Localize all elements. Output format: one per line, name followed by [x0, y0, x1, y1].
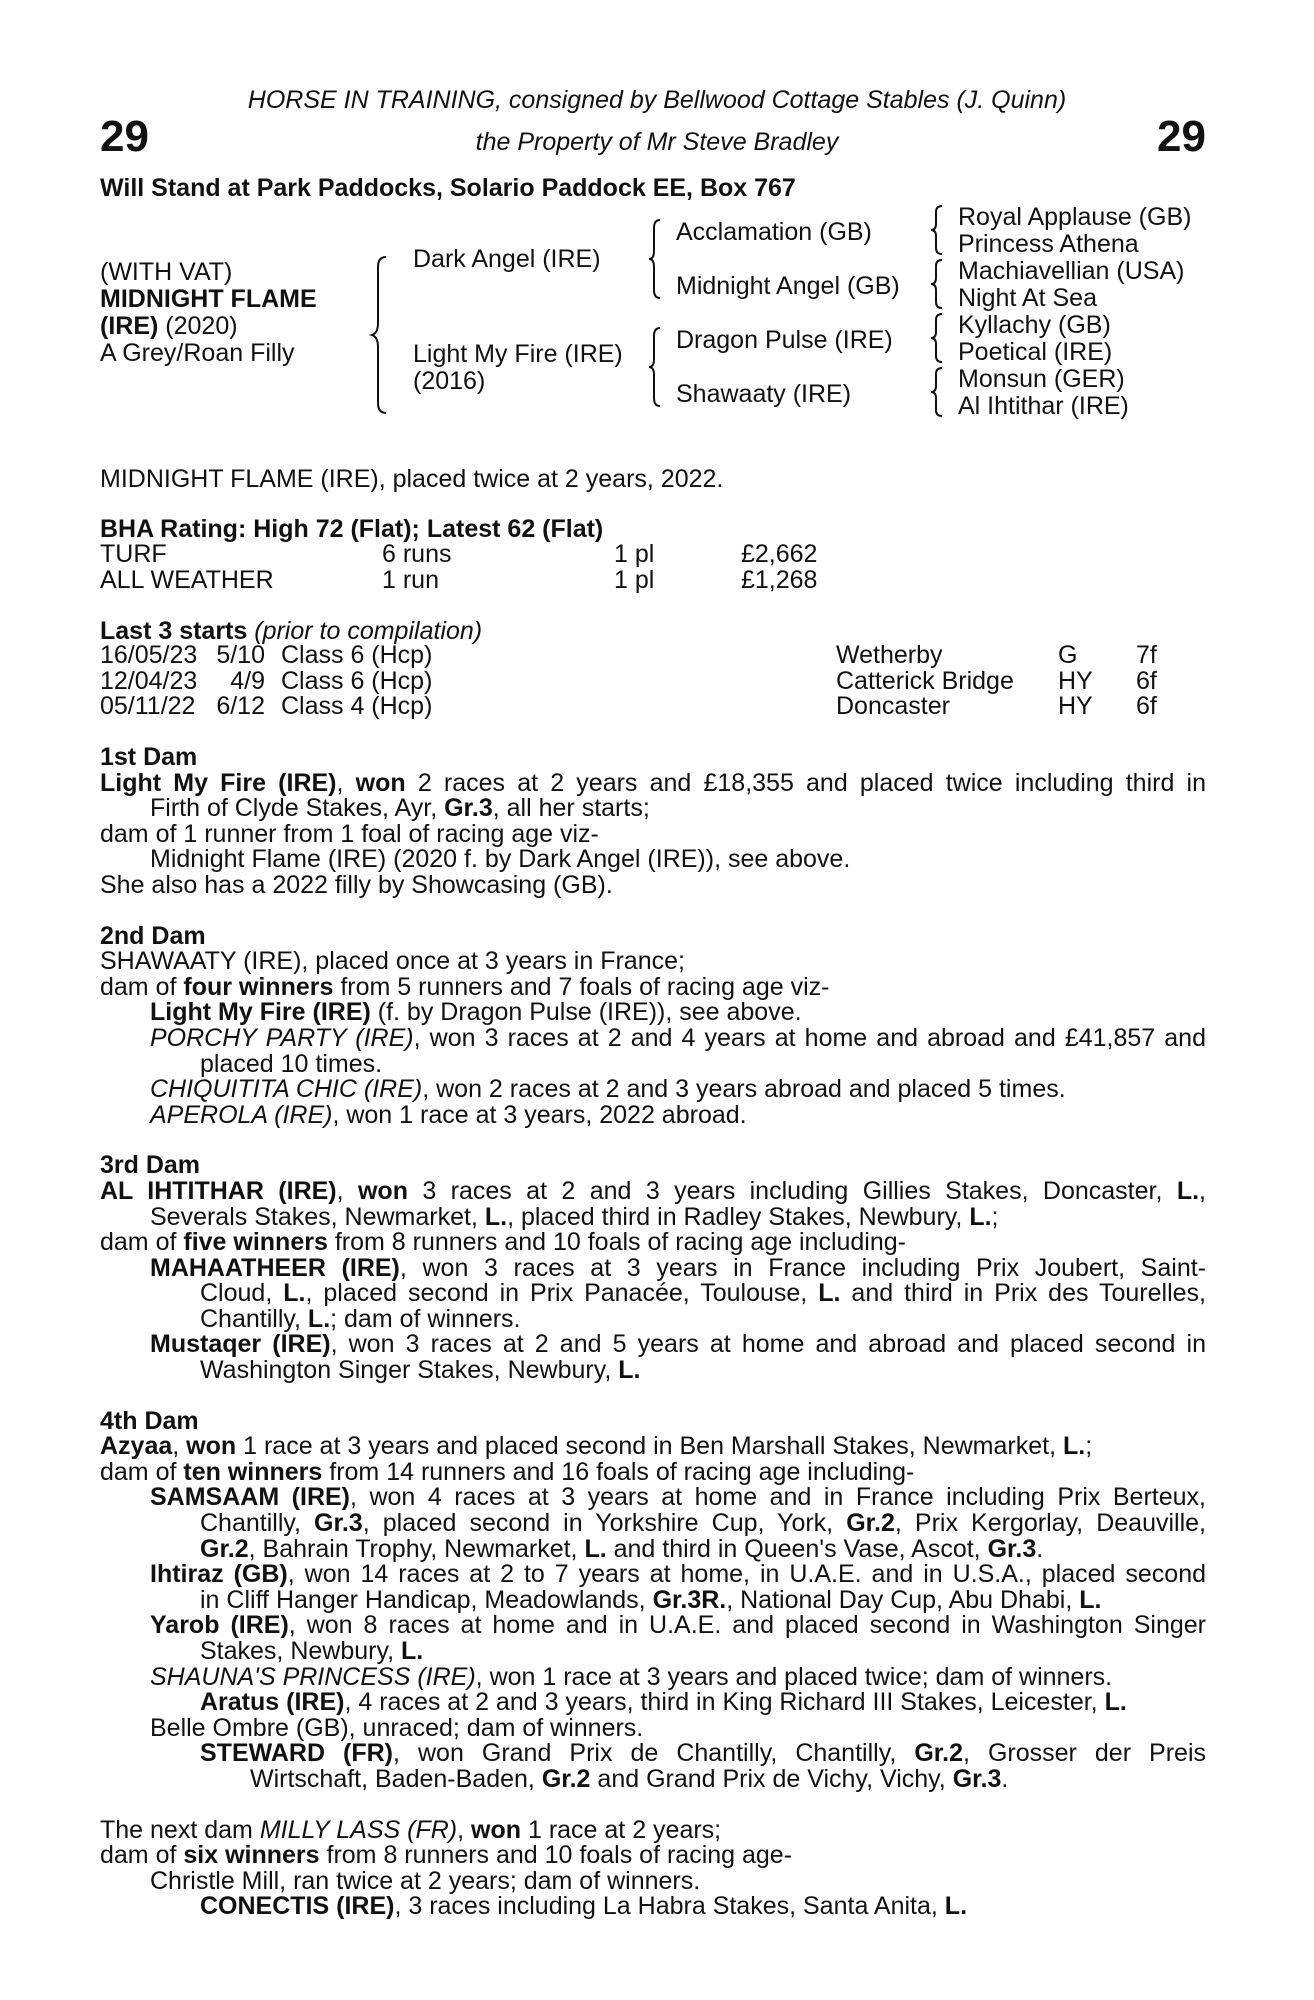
rating-row: TURF 6 runs 1 pl £2,662	[100, 540, 818, 568]
dam2-produce-3: CHIQUITITA CHIC (IRE), won 2 races at 2 and 3 years abroad and placed 5 times.	[150, 1075, 1066, 1104]
last-starts-table	[100, 643, 1157, 720]
gg-sds: Machiavellian (USA)	[958, 257, 1185, 285]
dam4-record: Azyaa, won 1 race at 3 years and placed second in Ben Marshall Stakes, Newmarket, L.;	[100, 1432, 1093, 1461]
dam2-record: SHAWAATY (IRE), placed once at 3 years in France;	[100, 947, 685, 976]
next-dam-produce-intro: dam of six winners from 8 runners and 10 foals of racing age-	[100, 1841, 793, 1870]
start-row: 12/04/23 4/9 Class 6 (Hcp) Catterick Bridge HY 6f	[100, 666, 1157, 695]
lot-number-right: 29	[1157, 112, 1206, 161]
next-dam-produce-1a: CONECTIS (IRE), 3 races including La Habra Stakes, Santa Anita, L.	[200, 1892, 968, 1921]
gg-dds: Monsun (GER)	[958, 365, 1125, 393]
consignor-line: HORSE IN TRAINING, consigned by Bellwood Cottage Stables (J. Quinn)	[247, 86, 1067, 114]
dam1-produce-1: Midnight Flame (IRE) (2020 f. by Dark Angel (IRE)), see above.	[150, 845, 851, 874]
dam3-produce-2: Mustaqer (IRE), won 3 races at 2 and 5 years at home and abroad and placed second in Washington Singer Stakes, Newbury, L.	[150, 1330, 1207, 1385]
brace-4th-1	[930, 204, 946, 256]
brace-4th-2	[930, 258, 946, 310]
sire-dam: Midnight Angel (GB)	[676, 272, 900, 300]
sire-sire: Acclamation (GB)	[676, 218, 872, 246]
gg-ssd: Princess Athena	[958, 230, 1139, 258]
dam1-note: She also has a 2022 filly by Showcasing (GB).	[100, 870, 613, 899]
dam4-produce-intro: dam of ten winners from 14 runners and 16 foals of racing age including-	[100, 1457, 915, 1486]
dam-year: (2016)	[413, 367, 486, 395]
horse-name: MIDNIGHT FLAME	[100, 285, 317, 313]
dam4-heading: 4th Dam	[100, 1406, 199, 1435]
start-row: 16/05/23 5/10 Class 6 (Hcp) Wetherby G 7f	[100, 641, 1157, 669]
dam-sections	[100, 745, 1206, 1920]
pedigree-brace-sire	[648, 218, 664, 300]
dam3-produce-1: MAHAATHEER (IRE), won 3 races at 3 years in France including Prix Joubert, Saint- Cloud, L., placed second in Prix Panacée, Toulouse, L. and third in Prix des Tourelles, Chantilly, L.; dam of winners.	[150, 1253, 1206, 1333]
dam1-heading: 1st Dam	[100, 743, 198, 771]
brace-4th-3	[930, 312, 946, 364]
stand-location: Will Stand at Park Paddocks, Solario Paddock EE, Box 767	[100, 174, 796, 202]
next-dam-produce-1: Christle Mill, ran twice at 2 years; dam of winners.	[150, 1866, 701, 1895]
lot-number-left: 29	[100, 112, 149, 161]
bha-rating: BHA Rating: High 72 (Flat); Latest 62 (Flat)	[100, 515, 604, 543]
dam3-produce-intro: dam of five winners from 8 runners and 10 foals of racing age including-	[100, 1228, 906, 1257]
rating-table	[100, 541, 817, 593]
dam1-record: Light My Fire (IRE), won 2 races at 2 years and £18,355 and placed twice including third in Firth of Clyde Stakes, Ayr, Gr.3, all her starts;	[100, 768, 1206, 823]
dam-dam: Shawaaty (IRE)	[676, 380, 852, 408]
dam4-produce-5a: STEWARD (FR), won Grand Prix de Chantilly, Chantilly, Gr.2, Grosser der Preis Wirtschaft, Baden-Baden, Gr.2 and Grand Prix de Vichy, Vichy, Gr.3.	[200, 1739, 1207, 1793]
dam2-produce-4: APEROLA (IRE), won 1 race at 3 years, 2022 abroad.	[150, 1100, 747, 1129]
brace-4th-4	[930, 366, 946, 418]
pedigree-brace-dam	[648, 326, 664, 408]
next-dam-record: The next dam MILLY LASS (FR), won 1 race at 2 years;	[100, 1815, 722, 1844]
gg-sdd: Night At Sea	[958, 284, 1097, 312]
dam4-produce-1: SAMSAAM (IRE), won 4 races at 3 years at home and in France including Prix Berteux, Chantilly, Gr.3, placed second in Yorkshire Cup, York, Gr.2, Prix Kergorlay, Deauville, Gr.2, Bahrain Trophy, Newmarket, L. and third in Queen's Vase, Ascot, Gr.3.	[150, 1483, 1206, 1563]
dam4-produce-2: Ihtiraz (GB), won 14 races at 2 to 7 years at home, in U.A.E. and in U.S.A., placed second in Cliff Hanger Handicap, Meadowlands, Gr.3R., National Day Cup, Abu Dhabi, L.	[150, 1560, 1207, 1614]
property-line: the Property of Mr Steve Bradley	[475, 128, 839, 156]
dam4-produce-5: Belle Ombre (GB), unraced; dam of winners.	[150, 1713, 644, 1742]
dam4-produce-4a: Aratus (IRE), 4 races at 2 and 3 years, third in King Richard III Stakes, Leicester, L.	[200, 1688, 1127, 1717]
summary: MIDNIGHT FLAME (IRE), placed twice at 2 years, 2022.	[100, 465, 724, 493]
dam-sire: Dragon Pulse (IRE)	[676, 326, 893, 354]
horse-description: A Grey/Roan Filly	[100, 339, 295, 367]
dam2-produce-2: PORCHY PARTY (IRE), won 3 races at 2 and 4 years at home and abroad and £41,857 and placed 10 times.	[150, 1023, 1206, 1078]
gg-sss: Royal Applause (GB)	[958, 203, 1192, 231]
dam4-produce-4: SHAUNA'S PRINCESS (IRE), won 1 race at 3 years and placed twice; dam of winners.	[150, 1662, 1113, 1691]
gg-dss: Kyllachy (GB)	[958, 311, 1111, 339]
rating-row: ALL WEATHER 1 run 1 pl £1,268	[100, 566, 818, 594]
gg-ddd: Al Ihtithar (IRE)	[958, 392, 1129, 420]
start-row: 05/11/22 6/12 Class 4 (Hcp) Doncaster HY 6f	[100, 692, 1157, 720]
dam: Light My Fire (IRE)	[413, 340, 623, 368]
dam3-heading: 3rd Dam	[100, 1151, 201, 1180]
dam2-produce-intro: dam of four winners from 5 runners and 7 foals of racing age viz-	[100, 972, 830, 1001]
dam2-heading: 2nd Dam	[100, 921, 206, 950]
sire: Dark Angel (IRE)	[413, 245, 601, 273]
last-starts-heading: Last 3 starts (prior to compilation)	[100, 617, 483, 645]
dam1-produce-intro: dam of 1 runner from 1 foal of racing age viz-	[100, 819, 599, 848]
dam3-record: AL IHTITHAR (IRE), won 3 races at 2 and 3 years including Gillies Stakes, Doncaster, L., Severals Stakes, Newmarket, L., placed third in Radley Stakes, Newbury, L.;	[100, 1176, 1206, 1231]
gg-dsd: Poetical (IRE)	[958, 338, 1113, 366]
horse-name-suffix: (IRE) (2020)	[100, 312, 238, 340]
horse-vat: (WITH VAT)	[100, 258, 233, 286]
dam4-produce-3: Yarob (IRE), won 8 races at home and in U.A.E. and placed second in Washington Singer Stakes, Newbury, L.	[150, 1611, 1206, 1665]
pedigree-brace-main	[370, 255, 390, 415]
dam2-produce-1: Light My Fire (IRE) (f. by Dragon Pulse (IRE)), see above.	[150, 998, 802, 1027]
